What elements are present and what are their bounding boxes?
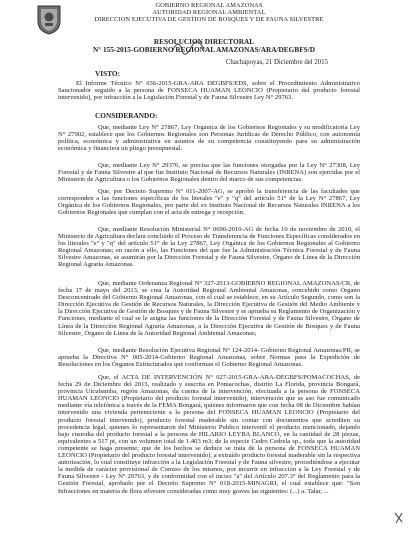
paragraph-ley-27867: Que, mediante Ley N° 27867, Ley Orgánica de los Gobiernos Regionales y su modificatoria Ley N° 27902, establece que los Gobiernos Regionales son Personas Jurídicas de Derecho Público, con autonomía política, económica y administrativa en asuntos de su competencia constituyendo para su administración económica y financiera un pliego presupuestal.	[58, 124, 360, 153]
document-date: Chachapoyas, 21 Diciembre del 2015	[225, 59, 328, 66]
header-line-2: AUTORIDAD REGIONAL AMBIENTAL	[152, 9, 266, 17]
institution-header	[70, 2, 348, 24]
visto-label: VISTO:	[95, 69, 121, 78]
paragraph-acta-intervencion: Que, el ACTA DE INTERVENCIÓN N° 027-2015-GRA-ARA-DEGBFS/POMACOCHAS, de fecha 29 de Diciembre del 2015, realizado y suscrita en Pomacochas, distrito La Florida, provincia Bongará, provincia Utcubamba, región Amazonas, da cuenta de la intervención, efectuada a la persona de FONSECA HUAMAN LEONCIO (Propietario del producto forestal intervenido), intervención que se aso fue comunicado mediante vía telefónica a través de la FEMA Bongará, quienes informaron que con fecha 08 de Diciembre habían intervenido una vivienda perteneciente a la persona del FONSECA HUAMAN LEONCIO (Propietario del producto forestal intervenido), producto forestal maderable sin contar con documentos que acrediten su procedencia legal, quienes lo representaron del Ministerio Publico intervenil el producto mencionado, dejando bajo custodia del producto forestal a la persona de HILARIO LEYBA BLANCO, en la cantidad de 28 piezas, equivalentes a 517 pt, con un volumen total de 1.403 m3; de la especie Cedro Cedrela sp., toda que la autoridad competente se haga presente; que de los hechos se deduce se trata de la persona de FONSECA HUAMAN LEONCIO (Propietario del producto forestal intervenido), a extraído producto forestal maderable sin la respectiva autorización, lo cual constituye infracción a la Legislación Forestal y de Fauna silvestre, procediéndose a ejecutar la medida de carácter provisional de Comiso de los mismos, por incurrir en infracción a la Ley Forestal y de Fauna Silvestre - Ley N° 29763, y de conformidad con el inciso "a" del Artículo 207.3° del Reglamento para la Gestión Forestal, aprobado por el Decreto Supremo N° 018-2015-MINAGRI, el cual establece que: "Son Infracciones en materia de flora silvestre consideradas como muy graves las siguientes: (...) a. Talar, ...	[58, 374, 360, 495]
paragraph-resolucion-ejecutiva: Que, mediante Resolución Ejecutiva Regional N° 124-2014- Gobierno Regional Amazonas/PR, se aprueba la Directiva N° 005-2014-Gobierno Regional Amazonas, sobre Normas para la Expedición de Resoluciones en los Órganos Estructurados que conforman el Gobierno Regional Amazonas.	[58, 347, 360, 369]
header-line-1: GOBIERNO REGIONAL AMAZONAS	[155, 2, 263, 9]
resolution-title: RESOLUCION DIRECTORAL	[153, 37, 255, 46]
visto-paragraph: El Informe Técnico N° 036-2015-GRA-ARA DEGBFS/EDS, sobre el Procedimiento Administrativo Sancionador seguido a la persona de FONSECA HUAMAN LEONCIO (Propietario del producto forestal intervenido), por infracción a la Legislación Forestal y de Fauna Silvestre Ley N° 29763.	[58, 80, 360, 102]
paragraph-ley-29376: Que, mediante Ley N° 29376, se precisa que las funciones otorgadas por la Ley N° 27308, Ley Forestal y de Fauna Silvestre al que fue Instituto Nacional de Recursos Naturales (INRENA) son ejercidas por el Ministerio de Agricultura o los Gobiernos Regionales dentro del marco de sus competencias.	[58, 162, 360, 184]
resolution-number: N° 155-2015-GOBIERNO REGIONAL AMAZONAS/ARA/DEGBFS/D	[92, 45, 316, 54]
regional-seal-icon	[36, 3, 62, 35]
handwritten-mark-icon	[392, 510, 406, 526]
paragraph-resolucion-ministerial: Que, mediante Resolución Ministerial N° 0696-2010-AG de fecha 10 de noviembre de 2010, el Ministerio de Agricultura declara concluido el Proceso de Transferencia de Funciones Específicas considerados en los literales "e" y "q" del artículo 51° de la Ley 27867, Ley Orgánica de los Gobiernos Regionales al Gobierno Regional Amazonas; en razón a ello, las Funciones del que fue la Administración Técnica Forestal y de Fauna Silvestre Amazonas, se asumirán por la Dirección Forestal y de Fauna Silvestre, Órgano de Línea de la Dirección Regional Agraria Amazonas.	[58, 226, 360, 269]
paragraph-ordenanza-regional: Que, mediante Ordenanza Regional N° 327-2013-GOBIERNO REGIONAL AMAZONAS/CR, de fecha 17 de mayo del 2013, se crea la Autoridad Regional Ambiental Amazonas, concebido como Órgano Desconcentrado del Gobierno Regional Amazonas, con el cual se establece, en su Artículo Segundo, como son la Dirección Ejecutiva de Gestión de Recursos Naturales, la Dirección Ejecutiva de Gestión del Medio Ambiente y la Dirección Ejecutiva de Gestión de Bosques y de Fauna Silvestre y se aprueba su Reglamento de Organización y Funciones, mediante el cual se le asigna las funciones de la Dirección Forestal y de Fauna Silvestre, Órgano de Línea de la Dirección Regional Agraria Amazonas, a la Dirección Ejecutiva de Gestión de Bosques y de Fauna Silvestre, Órgano de Línea de la Autoridad Regional Ambiental Amazonas;	[58, 280, 360, 337]
considerando-label: CONSIDERANDO:	[95, 111, 158, 120]
paragraph-decreto-supremo: Que, por Decreto Supremo N° 011-2007-AG, se aprobó la transferencia de las facultades que corresponden a las funciones específicas de los literales "e" y "q" del artículo 51° de la Ley N° 27867, Ley Orgánica de los Gobiernos Regionales, por parte del ex Instituto Nacional de Recursos Naturales INRENA a los Gobiernos Regionales que cumplan con el acta de entrega y recepción.	[58, 188, 360, 217]
header-line-3: DIRECCION EJECUTIVA DE GESTION DE BOSQUES Y DE FAUNA SILVESTRE	[94, 16, 324, 24]
